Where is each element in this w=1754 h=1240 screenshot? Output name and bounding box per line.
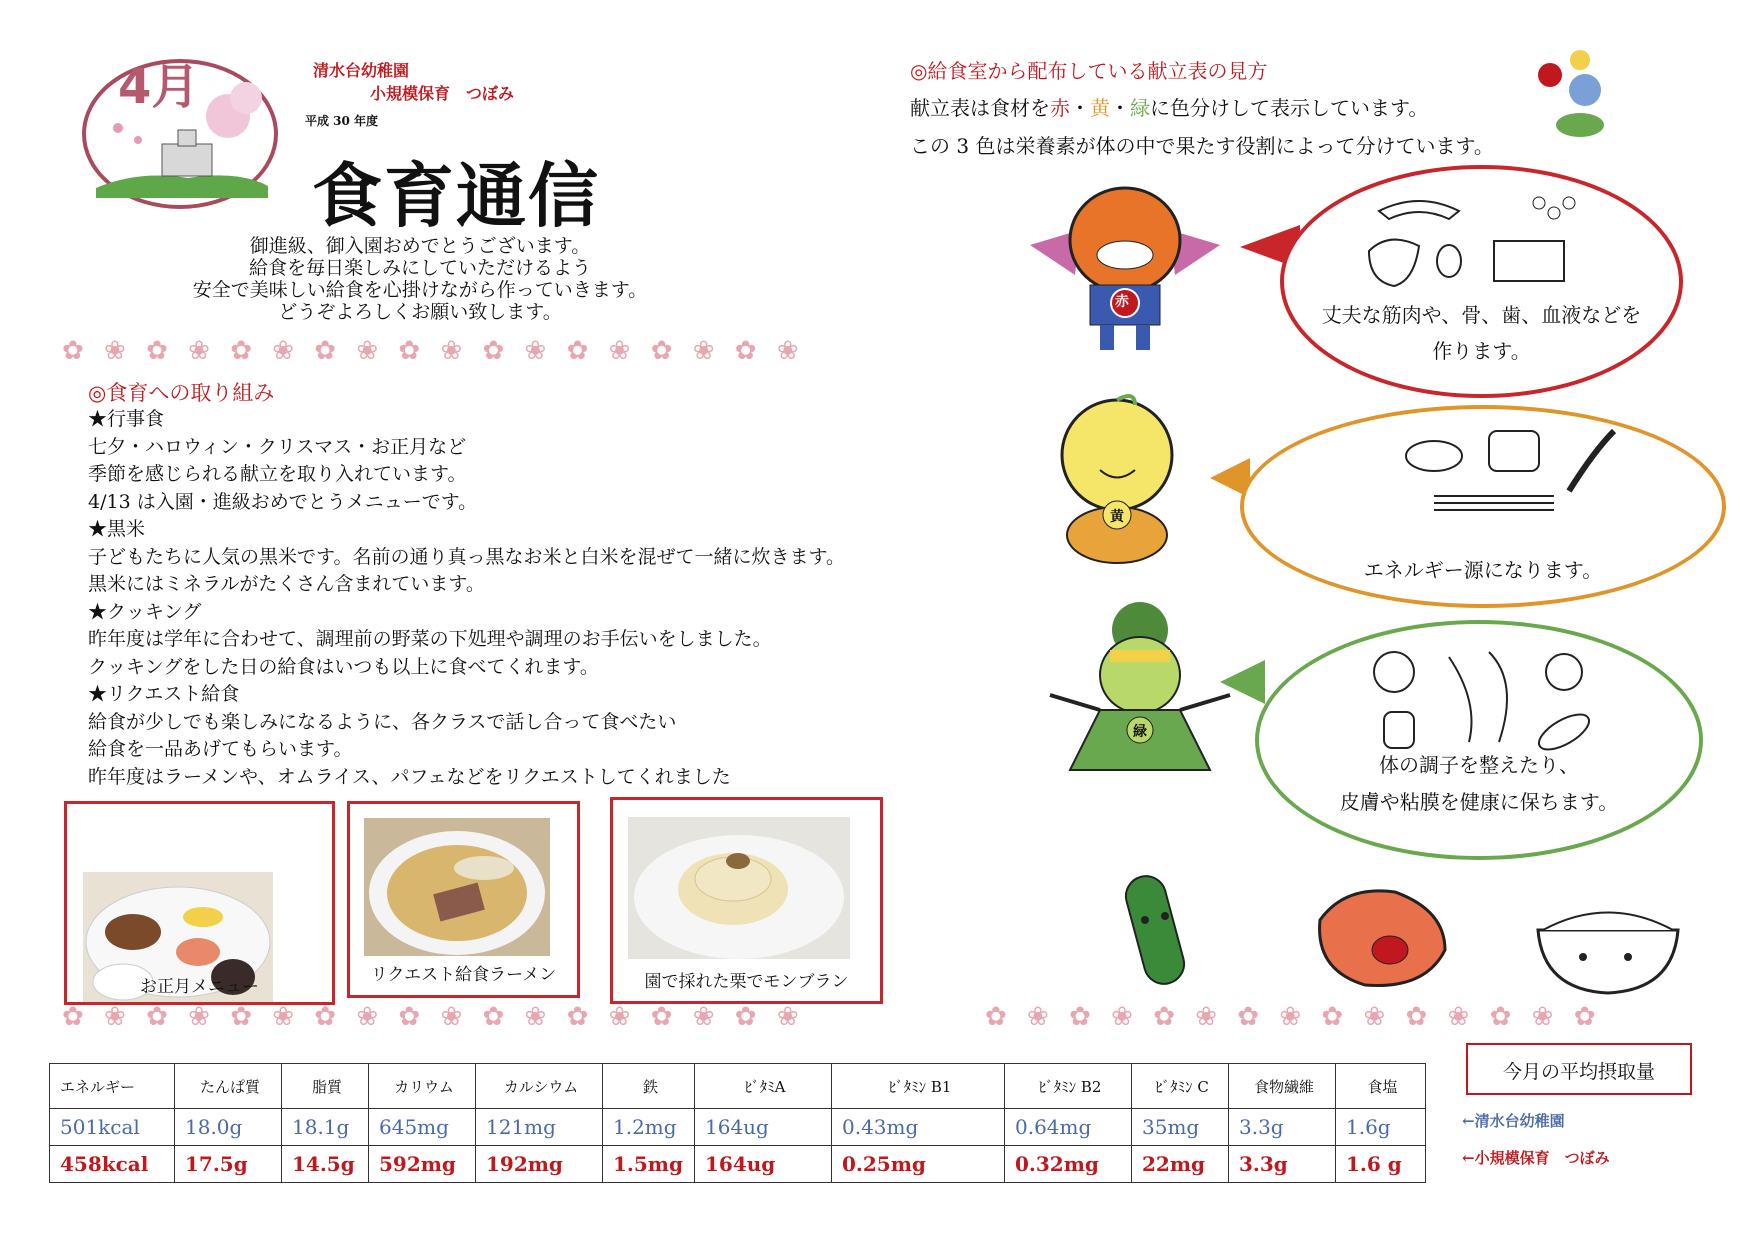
header-cell: ﾋﾞﾀﾐﾝ C [1132, 1064, 1229, 1109]
header-cell: カリウム [369, 1064, 476, 1109]
table-cell: 592mg [369, 1146, 476, 1183]
table-cell: 501kcal [50, 1109, 175, 1146]
efforts-line: クッキングをした日の給食はいつも以上に食べてくれます。 [88, 655, 599, 678]
table-cell: 1.6 g [1336, 1146, 1426, 1183]
energy-foods-icon [1394, 421, 1624, 521]
table-cell: 1.6g [1336, 1109, 1426, 1146]
header-cell: ﾋﾞﾀﾐA [695, 1064, 832, 1109]
table-cell: 35mg [1132, 1109, 1229, 1146]
efforts-line: 給食が少しでも楽しみになるように、各クラスで話し合って食べたい [88, 710, 677, 733]
efforts-heading: ◎食育への取り組み [88, 381, 275, 405]
table-cell: 121mg [476, 1109, 603, 1146]
table-cell: 22mg [1132, 1146, 1229, 1183]
green-badge: 緑 [1133, 724, 1147, 740]
sakura-border: ✿ ❀ ✿ ❀ ✿ ❀ ✿ ❀ ✿ ❀ ✿ ❀ ✿ ❀ ✿ ❀ ✿ ❀ [62, 1002, 805, 1032]
greeting-line: どうぞよろしくお願い致します。 [278, 301, 562, 323]
table-cell: 0.64mg [1005, 1109, 1132, 1146]
nutrition-table [49, 1063, 1426, 1183]
red-label: 赤 [1050, 96, 1070, 120]
sakura-border: ✿ ❀ ✿ ❀ ✿ ❀ ✿ ❀ ✿ ❀ ✿ ❀ ✿ ❀ ✿ ❀ ✿ ❀ [62, 336, 805, 366]
efforts-line: 七夕・ハロウィン・クリスマス・お正月など [88, 435, 467, 458]
efforts-line: ★リクエスト給食 [88, 683, 240, 705]
table-cell: 3.3g [1229, 1146, 1336, 1183]
bubble-tail [1220, 660, 1265, 704]
table-cell: 17.5g [175, 1146, 282, 1183]
green-bubble-text: 体の調子を整えたり、 [1379, 753, 1579, 777]
table-cell: 0.43mg [832, 1109, 1005, 1146]
header-cell: 食塩 [1336, 1064, 1426, 1109]
photo-ramen [347, 801, 580, 998]
efforts-line: 昨年度はラーメンや、オムライス、パフェなどをリクエストしてくれました [88, 765, 731, 788]
red-bubble [1280, 165, 1683, 398]
meat-character-icon [1305, 880, 1455, 995]
efforts-line: ★行事食 [88, 408, 165, 430]
yellow-badge: 黄 [1110, 509, 1124, 525]
header-cell: カルシウム [476, 1064, 603, 1109]
yellow-bubble-text: エネルギー源になります。 [1363, 558, 1603, 582]
red-bubble-text: 丈夫な筋肉や、骨、歯、血液などを [1321, 303, 1642, 327]
ramen-photo [364, 818, 550, 956]
table-cell: 458kcal [50, 1146, 175, 1183]
nursery-name: 小規模保育 つぼみ [370, 84, 515, 103]
photo-new-year-menu [64, 801, 335, 1005]
guide-line2: この 3 色は栄養素が体の中で果たす役割によって分けています。 [910, 134, 1494, 158]
header-cell: エネルギー [50, 1064, 175, 1109]
guide-heading: ◎給食室から配布している献立表の見方 [910, 59, 1268, 83]
row-note-nursery: ←小規模保育 つぼみ [1462, 1149, 1610, 1167]
table-cell: 164ug [695, 1146, 832, 1183]
photo-caption: お正月メニュー [140, 977, 259, 997]
table-row [50, 1146, 1426, 1183]
table-cell: 3.3g [1229, 1109, 1336, 1146]
green-label: 緑 [1130, 96, 1150, 120]
month-badge: 4月 [118, 59, 200, 115]
month-logo [78, 48, 288, 213]
red-character-icon [1020, 185, 1230, 355]
intake-label-box [1466, 1043, 1692, 1095]
table-cell: 1.5mg [603, 1146, 695, 1183]
efforts-line: ★黒米 [88, 518, 146, 540]
table-cell: 18.0g [175, 1109, 282, 1146]
vegetables-icon [1369, 642, 1599, 762]
header-cell: 鉄 [603, 1064, 695, 1109]
table-cell: 1.2mg [603, 1109, 695, 1146]
header-cell: 脂質 [282, 1064, 369, 1109]
red-bubble-text: 作ります。 [1432, 339, 1531, 363]
efforts-line: 4/13 は入園・進級おめでとうメニューです。 [88, 490, 478, 513]
table-row [50, 1109, 1426, 1146]
efforts-line: 昨年度は学年に合わせて、調理前の野菜の下処理や調理のお手伝いをしました。 [88, 628, 772, 650]
green-character-icon [1040, 600, 1240, 785]
green-bubble-text: 皮膚や粘膜を健康に保ちます。 [1339, 790, 1619, 814]
header-cell: 食物繊維 [1229, 1064, 1336, 1109]
guide-text: 献立表は食材を [910, 96, 1050, 120]
separator: ・ [1070, 96, 1090, 120]
red-badge: 赤 [1115, 294, 1129, 310]
yellow-character-icon [1045, 390, 1195, 565]
greeting-line: 御進級、御入園おめでとうございます。 [249, 235, 591, 257]
school-name: 清水台幼稚園 [313, 61, 410, 80]
table-cell: 14.5g [282, 1146, 369, 1183]
yellow-label: 黄 [1090, 96, 1110, 120]
efforts-line: ★クッキング [88, 600, 202, 623]
greeting-line: 安全で美味しい給食を心掛けながら作っていきます。 [192, 279, 648, 301]
table-cell: 645mg [369, 1109, 476, 1146]
table-header-row [50, 1064, 1426, 1109]
page-title: 食育通信 [312, 154, 600, 237]
green-bubble [1255, 620, 1703, 860]
efforts-body [88, 406, 845, 791]
photo-caption: リクエスト給食ラーメン [370, 965, 557, 985]
greeting [100, 235, 740, 323]
mont-blanc-photo [628, 817, 850, 959]
intake-label: 今月の平均摂取量 [1502, 1061, 1655, 1083]
guide-line1 [910, 92, 1428, 121]
table-cell: 0.25mg [832, 1146, 1005, 1183]
three-color-mascot-icon [1530, 45, 1625, 140]
table-cell: 0.32mg [1005, 1146, 1132, 1183]
efforts-line: 子どもたちに人気の黒米です。名前の通り真っ黒なお米と白米を混ぜて一緒に炊きます。 [88, 545, 845, 568]
greeting-line: 給食を毎日楽しみにしていただけるよう [248, 257, 591, 279]
efforts-line: 季節を感じられる献立を取り入れています。 [88, 463, 467, 485]
row-note-school: ←清水台幼稚園 [1462, 1112, 1565, 1130]
guide-text: に色分けして表示しています。 [1150, 96, 1429, 120]
efforts-line: 黒米にはミネラルがたくさん含まれています。 [88, 573, 485, 595]
table-cell: 164ug [695, 1109, 832, 1146]
rice-bowl-character-icon [1528, 885, 1688, 1000]
efforts-line: 給食を一品あげてもらいます。 [88, 738, 353, 760]
separator: ・ [1110, 96, 1130, 120]
photo-mont-blanc [610, 797, 883, 1004]
header-cell: ﾋﾞﾀﾐﾝ B2 [1005, 1064, 1132, 1109]
header-cell: ﾋﾞﾀﾐﾝ B1 [832, 1064, 1005, 1109]
cucumber-character-icon [1105, 870, 1215, 995]
yellow-bubble [1240, 405, 1726, 608]
table-cell: 192mg [476, 1146, 603, 1183]
header-cell: たんぱ質 [175, 1064, 282, 1109]
protein-foods-icon [1359, 191, 1609, 291]
photo-caption: 園で採れた栗でモンブラン [644, 972, 849, 992]
table-cell: 18.1g [282, 1109, 369, 1146]
fiscal-year: 平成 30 年度 [305, 114, 379, 128]
sakura-border: ✿ ❀ ✿ ❀ ✿ ❀ ✿ ❀ ✿ ❀ ✿ ❀ ✿ ❀ ✿ [985, 1002, 1602, 1032]
